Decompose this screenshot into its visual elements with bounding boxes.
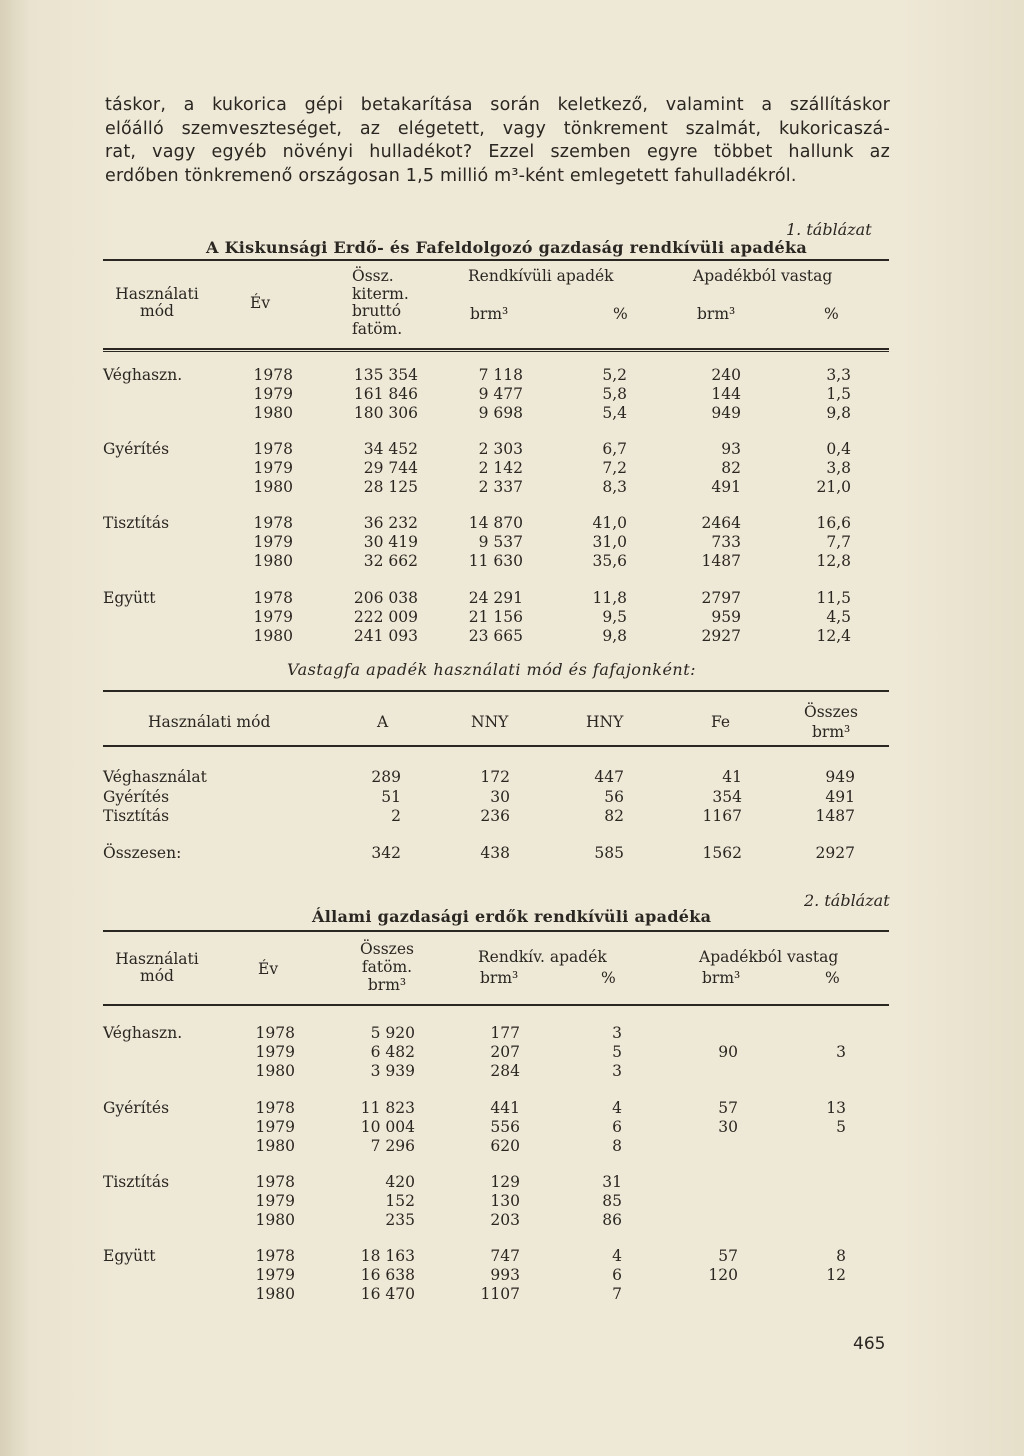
table-cell: 86 [602, 1211, 622, 1229]
table-cell: 51 [381, 787, 401, 806]
sp-header-mode: Használati mód [148, 713, 271, 731]
table-cell: 284 [490, 1062, 520, 1080]
table-cell: 5 [612, 1043, 622, 1061]
table-cell: 2927 [701, 627, 741, 645]
table-cell: 236 [480, 807, 510, 825]
table-cell: 12,8 [816, 552, 851, 570]
table-cell: 4 [612, 1247, 622, 1265]
table-cell: 152 [385, 1192, 415, 1210]
table-cell: 3,3 [826, 366, 851, 384]
table-cell: 3 [612, 1024, 622, 1042]
table-cell: 4 [612, 1099, 622, 1117]
t1-header-thick: Apadékból vastag [693, 267, 833, 285]
table-cell: 16,6 [816, 514, 851, 532]
table-cell: 36 232 [363, 514, 418, 532]
paragraph-line: előálló szemveszteséget, az elégetett, vagy tönkrement szalmát, kukoricaszá- [105, 118, 890, 139]
table-cell: 82 [721, 459, 741, 477]
table2-top-rule [103, 930, 889, 932]
table-cell: 1978 [255, 1024, 295, 1042]
table-cell: 5 920 [370, 1024, 415, 1042]
t1-header-brm1: brm³ [470, 305, 509, 323]
row-label: Tisztítás [103, 807, 170, 825]
table-cell: 8 [612, 1137, 622, 1155]
t2-header-mode: Használati mód [115, 950, 199, 985]
table-cell: 29 744 [363, 459, 418, 477]
table-cell: 18 163 [360, 1247, 415, 1265]
table-cell: 441 [490, 1099, 520, 1117]
sp-header-total-unit: brm³ [812, 723, 851, 741]
table-cell: 6,7 [602, 440, 627, 458]
species-header-rule [103, 745, 889, 747]
table-cell: 5 [836, 1118, 846, 1136]
table-cell: 1979 [253, 385, 293, 403]
table-cell: 56 [604, 787, 624, 806]
table-cell: 2 337 [478, 478, 523, 496]
t1-header-pct2: % [824, 305, 839, 323]
total-cell: 1562 [702, 844, 742, 862]
table-cell: 14 870 [468, 514, 523, 532]
t2-header-thick: Apadékból vastag [699, 948, 839, 966]
table-cell: 16 470 [360, 1285, 415, 1303]
table-cell: 31,0 [592, 533, 627, 551]
table1-header-rule [103, 348, 889, 350]
sp-header-hny: HNY [586, 713, 624, 731]
table1-title: A Kiskunsági Erdő- és Fafeldolgozó gazdaság rendkívüli apadéka [206, 238, 808, 257]
table-cell: 1979 [255, 1266, 295, 1284]
table-cell: 1978 [253, 366, 293, 384]
table-cell: 2 [391, 807, 401, 825]
table-cell: 7,2 [602, 459, 627, 477]
table-cell: 21,0 [816, 478, 851, 496]
table-cell: 41 [722, 768, 742, 786]
table-cell: 556 [490, 1118, 520, 1136]
table-cell: 993 [490, 1266, 520, 1284]
t1-header-mode: Használati mód [115, 285, 199, 320]
row-group-label: Tisztítás [103, 1173, 170, 1191]
table-cell: 3 939 [370, 1062, 415, 1080]
t2-header-brm2: brm³ [702, 969, 741, 987]
table-cell: 491 [825, 787, 855, 806]
table-cell: 1979 [255, 1043, 295, 1061]
table-cell: 1980 [255, 1211, 295, 1229]
total-cell: 342 [371, 844, 401, 862]
table-cell: 206 038 [353, 589, 418, 607]
table-cell: 6 482 [370, 1043, 415, 1061]
table-cell: 1978 [253, 589, 293, 607]
table-cell: 1979 [253, 608, 293, 626]
table-cell: 5,4 [602, 404, 627, 422]
table1-top-rule [103, 259, 889, 261]
table-cell: 207 [490, 1043, 520, 1061]
table-cell: 177 [490, 1024, 520, 1042]
row-group-label: Gyérítés [103, 440, 170, 458]
table-cell: 120 [708, 1266, 738, 1284]
table-cell: 0,4 [826, 440, 851, 458]
table-cell: 1980 [253, 627, 293, 645]
t1-header-year: Év [250, 294, 271, 312]
table-cell: 747 [490, 1247, 520, 1265]
t2-header-total: Összes fatöm. brm³ [360, 940, 414, 994]
table-cell: 24 291 [468, 589, 523, 607]
table-cell: 57 [718, 1099, 738, 1117]
total-cell: 438 [480, 844, 510, 862]
table-cell: 2 142 [478, 459, 523, 477]
table-cell: 1979 [253, 459, 293, 477]
row-group-label: Tisztítás [103, 514, 170, 532]
table-cell: 2464 [701, 514, 741, 532]
table-cell: 354 [712, 787, 742, 806]
t2-header-year: Év [258, 960, 279, 978]
table-cell: 172 [480, 768, 510, 786]
table-cell: 7 296 [370, 1137, 415, 1155]
table-cell: 9 477 [478, 385, 523, 403]
table-cell: 57 [718, 1247, 738, 1265]
table-cell: 949 [825, 768, 855, 786]
table-cell: 289 [371, 768, 401, 786]
table-cell: 9,8 [826, 404, 851, 422]
table-cell: 420 [385, 1173, 415, 1191]
table1-header-rule2 [103, 351, 889, 352]
table-cell: 8,3 [602, 478, 627, 496]
table-cell: 620 [490, 1137, 520, 1155]
body-paragraph [105, 94, 890, 188]
row-group-label: Együtt [103, 1247, 156, 1265]
table-cell: 3,8 [826, 459, 851, 477]
row-label: Véghasználat [103, 768, 207, 786]
table-cell: 161 846 [353, 385, 418, 403]
table-cell: 241 093 [353, 627, 418, 645]
table-cell: 90 [718, 1043, 738, 1061]
t1-header-gross: Össz. kiterm. bruttó fatöm. [352, 267, 409, 338]
table-cell: 7 [612, 1285, 622, 1303]
table-cell: 5,8 [602, 385, 627, 403]
sp-header-total: Összes [804, 703, 858, 721]
table-cell: 1107 [480, 1285, 520, 1303]
table-cell: 130 [490, 1192, 520, 1210]
table-cell: 959 [711, 608, 741, 626]
table-cell: 11 823 [360, 1099, 415, 1117]
table-cell: 1980 [255, 1285, 295, 1303]
table-cell: 9,5 [602, 608, 627, 626]
table-cell: 12,4 [816, 627, 851, 645]
table-cell: 1980 [255, 1137, 295, 1155]
table-cell: 3 [612, 1062, 622, 1080]
table-cell: 1,5 [826, 385, 851, 403]
table-cell: 1979 [255, 1118, 295, 1136]
row-group-label: Együtt [103, 589, 156, 607]
table-cell: 144 [711, 385, 741, 403]
table-cell: 1487 [815, 807, 855, 825]
table-cell: 30 [490, 787, 510, 806]
row-group-label: Gyérítés [103, 1099, 170, 1117]
table-cell: 6 [612, 1266, 622, 1284]
table-cell: 129 [490, 1173, 520, 1191]
table-cell: 13 [826, 1099, 846, 1117]
table-cell: 10 004 [360, 1118, 415, 1136]
t2-header-extra-loss: Rendkív. apadék [478, 948, 607, 966]
table-cell: 1979 [253, 533, 293, 551]
table-cell: 1980 [253, 404, 293, 422]
table1-label: 1. táblázat [786, 220, 872, 239]
table-cell: 1980 [253, 552, 293, 570]
table-cell: 203 [490, 1211, 520, 1229]
table-cell: 1978 [253, 440, 293, 458]
table2-label: 2. táblázat [804, 891, 890, 910]
sp-header-fe: Fe [711, 713, 731, 731]
paragraph-line: erdőben tönkremenő országosan 1,5 millió m³-ként emlegetett fahulladékról. [105, 165, 797, 186]
table-cell: 240 [711, 366, 741, 384]
table2-title: Állami gazdasági erdők rendkívüli apadéka [312, 907, 712, 926]
total-cell: 585 [594, 844, 624, 862]
table-cell: 41,0 [592, 514, 627, 532]
species-table-title: Vastagfa apadék használati mód és fafajonként: [287, 660, 697, 679]
row-group-label: Véghaszn. [103, 366, 183, 384]
table-cell: 1487 [701, 552, 741, 570]
table-cell: 1978 [255, 1173, 295, 1191]
table-cell: 28 125 [363, 478, 418, 496]
table-cell: 8 [836, 1247, 846, 1265]
table-cell: 949 [711, 404, 741, 422]
table-cell: 1980 [253, 478, 293, 496]
row-group-label: Véghaszn. [103, 1024, 183, 1042]
table-cell: 16 638 [360, 1266, 415, 1284]
table-cell: 222 009 [353, 608, 418, 626]
total-label: Összesen: [103, 844, 182, 862]
table-cell: 2797 [701, 589, 741, 607]
table-cell: 35,6 [592, 552, 627, 570]
table-cell: 34 452 [363, 440, 418, 458]
table-cell: 3 [836, 1043, 846, 1061]
t1-header-extra-loss: Rendkívüli apadék [468, 267, 614, 285]
table-cell: 235 [385, 1211, 415, 1229]
table-cell: 85 [602, 1192, 622, 1210]
t2-header-brm1: brm³ [480, 969, 519, 987]
t2-header-pct1: % [601, 969, 616, 987]
table-cell: 1980 [255, 1062, 295, 1080]
table-cell: 23 665 [468, 627, 523, 645]
sp-header-nny: NNY [471, 713, 509, 731]
table-cell: 1979 [255, 1192, 295, 1210]
table-cell: 491 [711, 478, 741, 496]
table-cell: 31 [602, 1173, 622, 1191]
table-cell: 30 [718, 1118, 738, 1136]
table-cell: 447 [594, 768, 624, 786]
table-cell: 11,5 [816, 589, 851, 607]
paragraph-line: rat, vagy egyéb növényi hulladékot? Ezzel szemben egyre többet hallunk az [105, 142, 890, 162]
sp-header-a: A [377, 713, 389, 731]
table2-header-rule [103, 1004, 889, 1006]
page-number: 465 [853, 1334, 886, 1354]
table-cell: 1978 [253, 514, 293, 532]
table-cell: 1167 [702, 807, 742, 825]
table-cell: 93 [721, 440, 741, 458]
total-cell: 2927 [815, 844, 855, 862]
table-cell: 7,7 [826, 533, 851, 551]
table-cell: 32 662 [363, 552, 418, 570]
table-cell: 11,8 [592, 589, 627, 607]
t2-header-pct2: % [825, 969, 840, 987]
t1-header-pct1: % [613, 305, 628, 323]
table-cell: 11 630 [468, 552, 523, 570]
table-cell: 5,2 [602, 366, 627, 384]
table-cell: 135 354 [353, 366, 418, 384]
table-cell: 4,5 [826, 608, 851, 626]
table-cell: 1978 [255, 1247, 295, 1265]
table-cell: 7 118 [478, 366, 523, 384]
table-cell: 12 [826, 1266, 846, 1284]
table-cell: 180 306 [353, 404, 418, 422]
table-cell: 9,8 [602, 627, 627, 645]
table-cell: 9 698 [478, 404, 523, 422]
table-cell: 2 303 [478, 440, 523, 458]
table-cell: 6 [612, 1118, 622, 1136]
table-cell: 733 [711, 533, 741, 551]
species-top-rule [103, 690, 889, 692]
t1-header-brm2: brm³ [697, 305, 736, 323]
table-cell: 9 537 [478, 533, 523, 551]
table-cell: 1978 [255, 1099, 295, 1117]
row-label: Gyérítés [103, 787, 170, 806]
paragraph-line: táskor, a kukorica gépi betakarítása során keletkező, valamint a szállításkor [105, 95, 890, 115]
table-cell: 30 419 [363, 533, 418, 551]
table-cell: 82 [604, 807, 624, 825]
table-cell: 21 156 [468, 608, 523, 626]
